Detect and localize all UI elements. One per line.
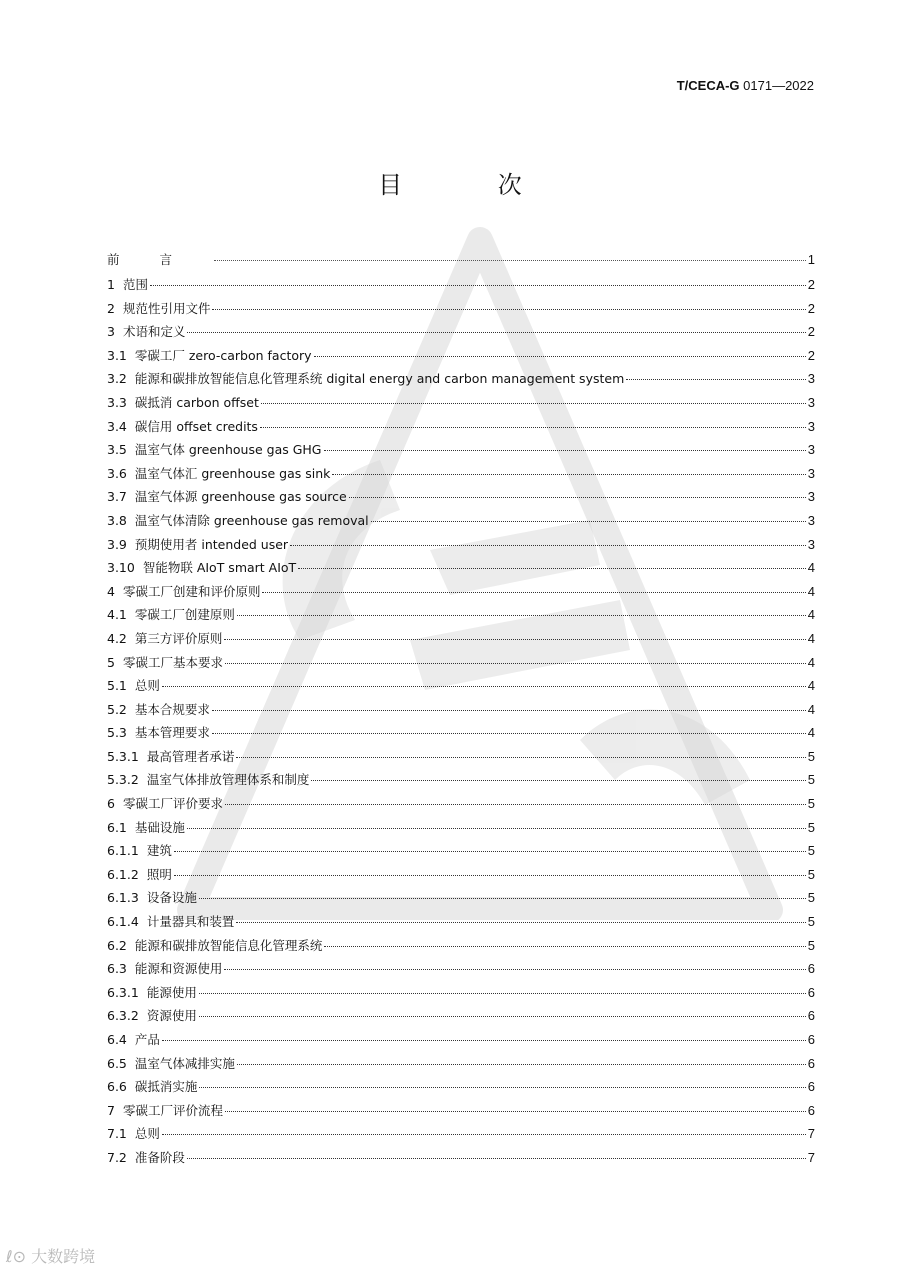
toc-leader-dots	[324, 945, 805, 947]
page-title: 目 次	[378, 171, 566, 199]
toc-entry-number: 7.1	[107, 1126, 127, 1142]
toc-entry[interactable]	[107, 297, 815, 321]
toc-entry[interactable]	[107, 391, 815, 415]
toc-entry[interactable]	[107, 698, 815, 722]
toc-entry[interactable]	[107, 1146, 815, 1170]
toc-entry-page: 3	[807, 512, 815, 528]
toc-entry-number: 5.3	[107, 725, 127, 741]
toc-leader-dots	[150, 284, 806, 286]
toc-entry[interactable]	[107, 580, 815, 604]
toc-entry-number: 6.3.1	[107, 984, 139, 1000]
toc-entry-number: 3.7	[107, 489, 127, 505]
toc-entry-page: 2	[807, 347, 815, 363]
toc-entry-label: 温室气体汇 greenhouse gas sink	[134, 465, 331, 481]
toc-entry-label: 总则	[134, 678, 160, 694]
toc-leader-dots	[332, 473, 805, 475]
toc-entry-page: 2	[807, 277, 815, 292]
toc-entry-label: 范围	[122, 277, 148, 292]
toc-entry[interactable]	[107, 1028, 815, 1052]
toc-entry[interactable]	[107, 768, 815, 792]
toc-entry-number: 4.1	[107, 607, 127, 623]
toc-entry-number: 6.1.1	[107, 843, 139, 859]
toc-entry[interactable]	[107, 957, 815, 981]
toc-entry-number: 6.4	[107, 1032, 127, 1047]
toc-entry[interactable]	[107, 533, 815, 557]
toc-entry[interactable]	[107, 1099, 815, 1123]
toc-entry-label: 能源和碳排放智能信息化管理系统 digital energy and carbon management system	[134, 371, 625, 387]
toc-leader-dots	[212, 308, 805, 310]
table-of-contents	[107, 247, 815, 1170]
toc-entry-label: 能源和资源使用	[134, 961, 223, 977]
toc-entry[interactable]	[107, 627, 815, 651]
toc-entry[interactable]	[107, 1075, 815, 1099]
toc-leader-dots	[261, 402, 806, 404]
toc-entry[interactable]	[107, 1004, 815, 1028]
toc-entry-label: 能源使用	[146, 984, 197, 1000]
toc-entry-number: 3.8	[107, 512, 127, 528]
toc-entry[interactable]	[107, 910, 815, 934]
toc-entry-page: 5	[807, 843, 815, 859]
toc-entry-page: 2	[807, 324, 815, 340]
toc-entry-page: 4	[807, 701, 815, 717]
toc-entry-label: 碳抵消实施	[134, 1079, 198, 1095]
toc-entry-label: 基本合规要求	[134, 701, 210, 717]
toc-leader-dots	[371, 520, 806, 522]
toc-entry[interactable]	[107, 934, 815, 958]
toc-entry[interactable]	[107, 745, 815, 769]
toc-entry-number: 2	[107, 300, 115, 316]
toc-leader-dots	[187, 331, 805, 333]
toc-entry-number: 6.1.2	[107, 866, 139, 882]
toc-entry-page: 3	[807, 371, 815, 387]
toc-entry-number: 6.1	[107, 819, 127, 835]
toc-entry-label: 术语和定义	[122, 324, 186, 340]
toc-entry[interactable]	[107, 320, 815, 344]
toc-entry-page: 1	[807, 252, 815, 267]
toc-entry-number: 4.2	[107, 630, 127, 646]
toc-entry-label: 建筑	[146, 843, 172, 859]
toc-leader-dots	[237, 614, 806, 616]
toc-entry-page: 4	[807, 725, 815, 741]
toc-leader-dots	[236, 921, 805, 923]
toc-entry-page: 7	[807, 1126, 815, 1142]
toc-entry-number: 6.3.2	[107, 1008, 139, 1024]
toc-entry-number: 3.4	[107, 418, 127, 434]
toc-leader-dots	[311, 779, 805, 781]
toc-entry-label: 温室气体 greenhouse gas GHG	[134, 442, 322, 458]
toc-entry-number: 5.2	[107, 701, 127, 717]
toc-leader-dots	[324, 449, 806, 451]
toc-entry-page: 2	[807, 300, 815, 316]
toc-leader-dots	[349, 496, 806, 498]
toc-entry-number: 5.3.1	[107, 748, 139, 764]
toc-entry-label: 设备设施	[146, 890, 197, 906]
toc-entry-number: 4	[107, 583, 115, 599]
toc-entry-number: 3.9	[107, 536, 127, 552]
toc-entry-page: 3	[807, 442, 815, 458]
toc-entry-label: 零碳工厂创建原则	[134, 607, 235, 623]
toc-entry[interactable]	[107, 674, 815, 698]
toc-entry[interactable]	[107, 1052, 815, 1076]
toc-leader-dots	[224, 638, 805, 640]
toc-entry-page: 6	[807, 961, 815, 977]
toc-entry-label: 零碳工厂基本要求	[122, 654, 223, 670]
toc-entry-number: 7	[107, 1102, 115, 1118]
toc-entry[interactable]	[107, 792, 815, 816]
toc-entry-label: 能源和碳排放智能信息化管理系统	[134, 937, 323, 953]
toc-leader-dots	[314, 355, 806, 357]
toc-entry[interactable]	[107, 603, 815, 627]
toc-entry-page: 4	[807, 560, 815, 576]
toc-entry[interactable]	[107, 485, 815, 509]
toc-leader-dots	[236, 756, 805, 758]
toc-leader-dots	[162, 1133, 806, 1135]
toc-leader-dots	[199, 897, 806, 899]
toc-entry-page: 7	[807, 1149, 815, 1165]
toc-entry-number: 3.1	[107, 347, 127, 363]
document-code	[677, 78, 814, 93]
toc-entry-number: 3.5	[107, 442, 127, 458]
toc-entry-number: 3.6	[107, 465, 127, 481]
toc-leader-dots	[187, 1157, 806, 1159]
toc-entry-label: 照明	[146, 866, 172, 882]
toc-entry-number: 5.1	[107, 678, 127, 694]
toc-entry-label: 第三方评价原则	[134, 630, 223, 646]
toc-entry-number: 3.3	[107, 394, 127, 410]
toc-entry-number: 5	[107, 654, 115, 670]
toc-entry-label: 零碳工厂 zero-carbon factory	[134, 347, 312, 363]
toc-entry-page: 5	[807, 914, 815, 930]
toc-entry[interactable]	[107, 247, 815, 273]
toc-entry-number: 7.2	[107, 1149, 127, 1165]
toc-entry[interactable]	[107, 415, 815, 439]
toc-entry-label: 零碳工厂创建和评价原则	[122, 583, 261, 599]
toc-entry-number: 5.3.2	[107, 772, 139, 788]
toc-leader-dots	[174, 850, 806, 852]
toc-entry-number: 6.2	[107, 937, 127, 953]
toc-entry-page: 3	[807, 394, 815, 410]
toc-entry-page: 4	[807, 630, 815, 646]
toc-leader-dots	[174, 874, 806, 876]
toc-entry-number: 6.1.4	[107, 914, 139, 930]
toc-entry-number: 6.3	[107, 961, 127, 977]
toc-entry-page: 3	[807, 418, 815, 434]
toc-leader-dots	[212, 709, 806, 711]
toc-entry-page: 4	[807, 678, 815, 694]
toc-entry-label: 温室气体源 greenhouse gas source	[134, 489, 347, 505]
toc-leader-dots	[187, 827, 806, 829]
toc-leader-dots	[212, 732, 806, 734]
toc-leader-dots	[162, 1039, 806, 1041]
toc-entry-page: 5	[807, 890, 815, 906]
toc-entry-number: 6.6	[107, 1079, 127, 1095]
toc-entry-page: 5	[807, 866, 815, 882]
toc-entry-label: 基础设施	[134, 819, 185, 835]
toc-entry[interactable]	[107, 816, 815, 840]
toc-leader-dots	[237, 1063, 806, 1065]
toc-entry[interactable]	[107, 886, 815, 910]
toc-entry-page: 3	[807, 489, 815, 505]
toc-entry-page: 6	[807, 1032, 815, 1047]
toc-entry-page: 3	[807, 536, 815, 552]
toc-entry-page: 6	[807, 1008, 815, 1024]
toc-entry-number: 3.2	[107, 371, 127, 387]
toc-leader-dots	[224, 968, 805, 970]
toc-leader-dots	[626, 378, 806, 380]
toc-entry-page: 6	[807, 1102, 815, 1118]
toc-entry-label: 温室气体减排实施	[134, 1055, 235, 1071]
toc-leader-dots	[214, 259, 806, 261]
toc-entry-label: 资源使用	[146, 1008, 197, 1024]
toc-entry-number: 3	[107, 324, 115, 340]
toc-entry-page: 6	[807, 1055, 815, 1071]
toc-entry-page: 4	[807, 654, 815, 670]
toc-entry-page: 5	[807, 796, 815, 812]
document-code-rest: 0171—2022	[739, 78, 814, 93]
toc-entry-page: 5	[807, 937, 815, 953]
toc-entry[interactable]	[107, 863, 815, 887]
toc-entry-label: 温室气体清除 greenhouse gas removal	[134, 512, 369, 528]
toc-entry-label: 预期使用者 intended user	[134, 536, 289, 552]
toc-leader-dots	[225, 662, 806, 664]
toc-entry[interactable]	[107, 273, 815, 297]
toc-entry-label: 准备阶段	[134, 1149, 185, 1165]
toc-entry-page: 5	[807, 748, 815, 764]
toc-entry[interactable]	[107, 556, 815, 580]
toc-leader-dots	[199, 1015, 806, 1017]
toc-entry-page: 6	[807, 984, 815, 1000]
toc-entry[interactable]	[107, 462, 815, 486]
toc-entry[interactable]	[107, 367, 815, 391]
toc-entry-page: 6	[807, 1079, 815, 1095]
toc-leader-dots	[162, 685, 806, 687]
toc-leader-dots	[262, 591, 805, 593]
toc-entry-page: 4	[807, 607, 815, 623]
toc-entry-page: 3	[807, 465, 815, 481]
toc-leader-dots	[199, 992, 806, 994]
toc-entry-label: 碳信用 offset credits	[134, 418, 258, 434]
toc-entry-page: 4	[807, 583, 815, 599]
toc-leader-dots	[225, 803, 806, 805]
toc-leader-dots	[290, 544, 806, 546]
footer-logo-text: 大数跨境	[31, 1247, 96, 1266]
toc-leader-dots	[225, 1110, 806, 1112]
toc-entry[interactable]	[107, 344, 815, 368]
document-code-prefix: T/CECA-G	[676, 78, 740, 93]
toc-entry[interactable]	[107, 651, 815, 675]
toc-entry[interactable]	[107, 981, 815, 1005]
toc-entry-label: 零碳工厂评价流程	[122, 1102, 223, 1118]
toc-leader-dots	[260, 426, 806, 428]
toc-entry-number: 3.10	[107, 560, 135, 576]
toc-entry-label: 计量器具和装置	[146, 914, 235, 930]
toc-entry-label: 基本管理要求	[134, 725, 210, 741]
toc-entry-label: 温室气体排放管理体系和制度	[146, 772, 310, 788]
toc-entry-label: 规范性引用文件	[122, 300, 211, 316]
toc-entry-label: 智能物联 AIoT smart AIoT	[142, 560, 297, 576]
toc-entry[interactable]	[107, 839, 815, 863]
toc-entry[interactable]	[107, 509, 815, 533]
toc-entry-number: 1	[107, 277, 115, 292]
toc-leader-dots	[298, 567, 806, 569]
toc-leader-dots	[199, 1086, 805, 1088]
toc-entry-label: 产品	[134, 1032, 160, 1047]
toc-entry-number: 6.1.3	[107, 890, 139, 906]
toc-entry-number: 6	[107, 796, 115, 812]
toc-entry-page: 5	[807, 819, 815, 835]
toc-entry-label: 最高管理者承诺	[146, 748, 235, 764]
toc-entry-page: 5	[807, 772, 815, 788]
footer-logo-icon: ℓ⊙	[6, 1247, 27, 1266]
footer-logo	[6, 1244, 95, 1267]
toc-entry[interactable]	[107, 438, 815, 462]
toc-entry-label: 零碳工厂评价要求	[122, 796, 223, 812]
toc-entry-label: 总则	[134, 1126, 160, 1142]
toc-entry-label: 碳抵消 carbon offset	[134, 394, 259, 410]
toc-entry[interactable]	[107, 721, 815, 745]
toc-entry-label: 前言	[107, 252, 213, 267]
toc-entry-number: 6.5	[107, 1055, 127, 1071]
toc-entry[interactable]	[107, 1122, 815, 1146]
